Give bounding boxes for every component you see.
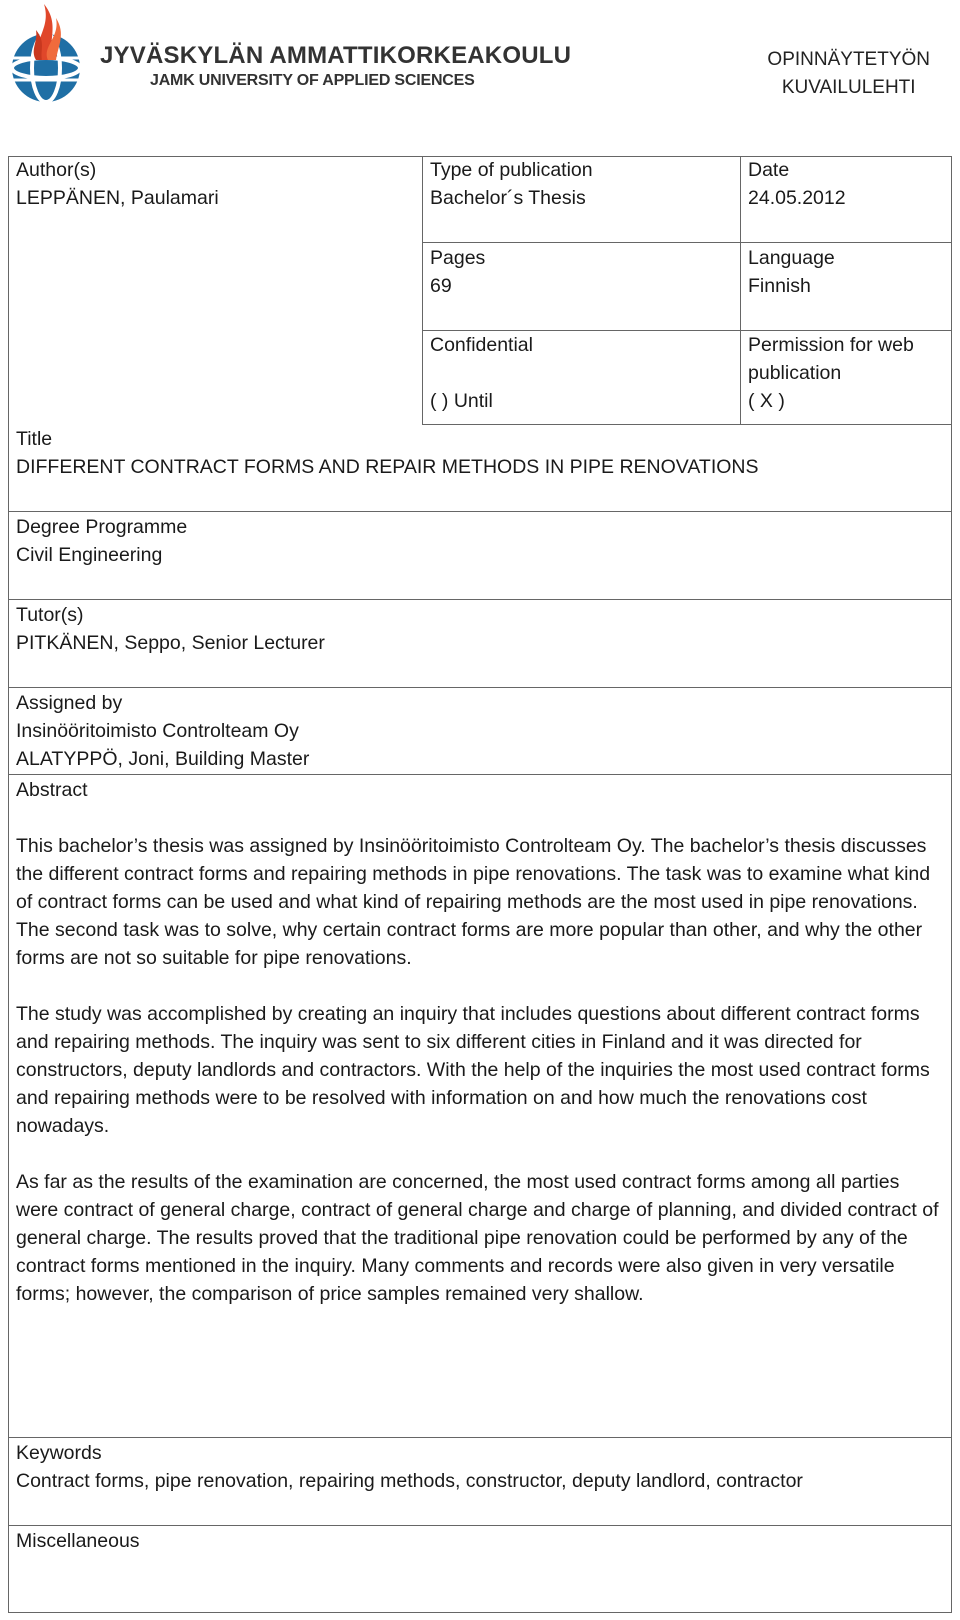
row-divider-keywords bbox=[8, 1437, 952, 1438]
row-divider-assigned bbox=[8, 687, 952, 688]
confidential-label: Confidential bbox=[430, 334, 533, 356]
degree-programme-label: Degree Programme bbox=[16, 516, 188, 538]
title-field bbox=[16, 425, 759, 481]
date-value: 24.05.2012 bbox=[748, 187, 846, 209]
abstract-label: Abstract bbox=[16, 779, 88, 801]
web-permission-label: Permission for web publication bbox=[748, 334, 914, 384]
assigned-by-company: Insinööritoimisto Controlteam Oy bbox=[16, 720, 299, 742]
date-label: Date bbox=[748, 159, 790, 181]
column-divider-1 bbox=[422, 156, 423, 425]
publication-type-field bbox=[430, 156, 593, 212]
author-label: Author(s) bbox=[16, 159, 97, 181]
tutor-label: Tutor(s) bbox=[16, 604, 84, 626]
table-border-bottom bbox=[8, 1612, 952, 1613]
tutor-field bbox=[16, 601, 325, 657]
pages-field bbox=[430, 244, 485, 300]
title-label: Title bbox=[16, 428, 53, 450]
row-divider-pages bbox=[422, 242, 952, 243]
tutor-value: PITKÄNEN, Seppo, Senior Lecturer bbox=[16, 632, 325, 654]
web-permission-field bbox=[748, 331, 944, 415]
assigned-by-person: ALATYPPÖ, Joni, Building Master bbox=[16, 748, 310, 770]
abstract-paragraph: The study was accomplished by creating an inquiry that includes questions about different contract forms and repairing methods. The inquiry was sent to six different cities in Finland and it was directed for constructors, deputy landlords and contractors. With the help of the inquiries the most used contract forms and repairing methods were to be resolved with information on and how much the renovations cost nowadays. bbox=[16, 1003, 930, 1137]
jamk-logo-icon bbox=[8, 0, 86, 110]
abstract-body bbox=[16, 832, 946, 1336]
pages-value: 69 bbox=[430, 275, 452, 297]
column-divider-2 bbox=[740, 156, 741, 425]
author-field bbox=[16, 156, 219, 212]
row-divider-degree bbox=[8, 511, 952, 512]
author-value: LEPPÄNEN, Paulamari bbox=[16, 187, 219, 209]
row-divider-tutor bbox=[8, 599, 952, 600]
row-divider-abstract bbox=[8, 774, 952, 775]
degree-programme-value: Civil Engineering bbox=[16, 544, 163, 566]
table-border-right bbox=[951, 156, 952, 1612]
language-field bbox=[748, 244, 835, 300]
miscellaneous-label: Miscellaneous bbox=[16, 1530, 140, 1552]
row-divider-misc bbox=[8, 1525, 952, 1526]
assigned-by-field bbox=[16, 689, 309, 773]
keywords-value: Contract forms, pipe renovation, repairing methods, constructor, deputy landlord, contractor bbox=[16, 1470, 803, 1492]
publication-type-value: Bachelor´s Thesis bbox=[430, 187, 586, 209]
keywords-field bbox=[16, 1439, 803, 1495]
doc-type-line-1: OPINNÄYTETYÖN bbox=[767, 49, 930, 70]
confidential-field bbox=[430, 331, 533, 415]
degree-programme-field bbox=[16, 513, 187, 569]
title-value: DIFFERENT CONTRACT FORMS AND REPAIR METHODS IN PIPE RENOVATIONS bbox=[16, 456, 759, 478]
assigned-by-label: Assigned by bbox=[16, 692, 123, 714]
confidential-value: ( ) Until bbox=[430, 390, 493, 412]
table-border-left bbox=[8, 156, 9, 1612]
date-field bbox=[748, 156, 846, 212]
web-permission-value: ( X ) bbox=[748, 390, 785, 412]
doc-type-line-2: KUVAILULEHTI bbox=[781, 77, 916, 98]
pages-label: Pages bbox=[430, 247, 486, 269]
institution-name-en: JAMK UNIVERSITY OF APPLIED SCIENCES bbox=[150, 72, 475, 89]
abstract-paragraph: As far as the results of the examination are concerned, the most used contract forms among all parties were contract of general charge, contract of general charge and charge of planning, and divided contract of general charge. The results proved that the traditional pipe renovation could be performed by any of the contract forms mentioned in the inquiry. Many comments and records were also given in very versatile forms; however, the comparison of price samples remained very shallow. bbox=[16, 1171, 939, 1305]
keywords-label: Keywords bbox=[16, 1442, 102, 1464]
abstract-paragraph: This bachelor’s thesis was assigned by Insinööritoimisto Controlteam Oy. The bachelor’s thesis discusses the different contract forms and repairing methods in pipe renovations. The task was to examine what kind of contract forms can be used and what kind of repairing methods are the most used in pipe renovations. The second task was to solve, why certain contract forms are more popular than other, and why the other forms are not so suitable for pipe renovations. bbox=[16, 835, 931, 969]
document-type-heading bbox=[767, 46, 930, 102]
language-label: Language bbox=[748, 247, 835, 269]
institution-name-fi: JYVÄSKYLÄN AMMATTIKORKEAKOULU bbox=[100, 42, 572, 69]
language-value: Finnish bbox=[748, 275, 811, 297]
publication-type-label: Type of publication bbox=[430, 159, 593, 181]
